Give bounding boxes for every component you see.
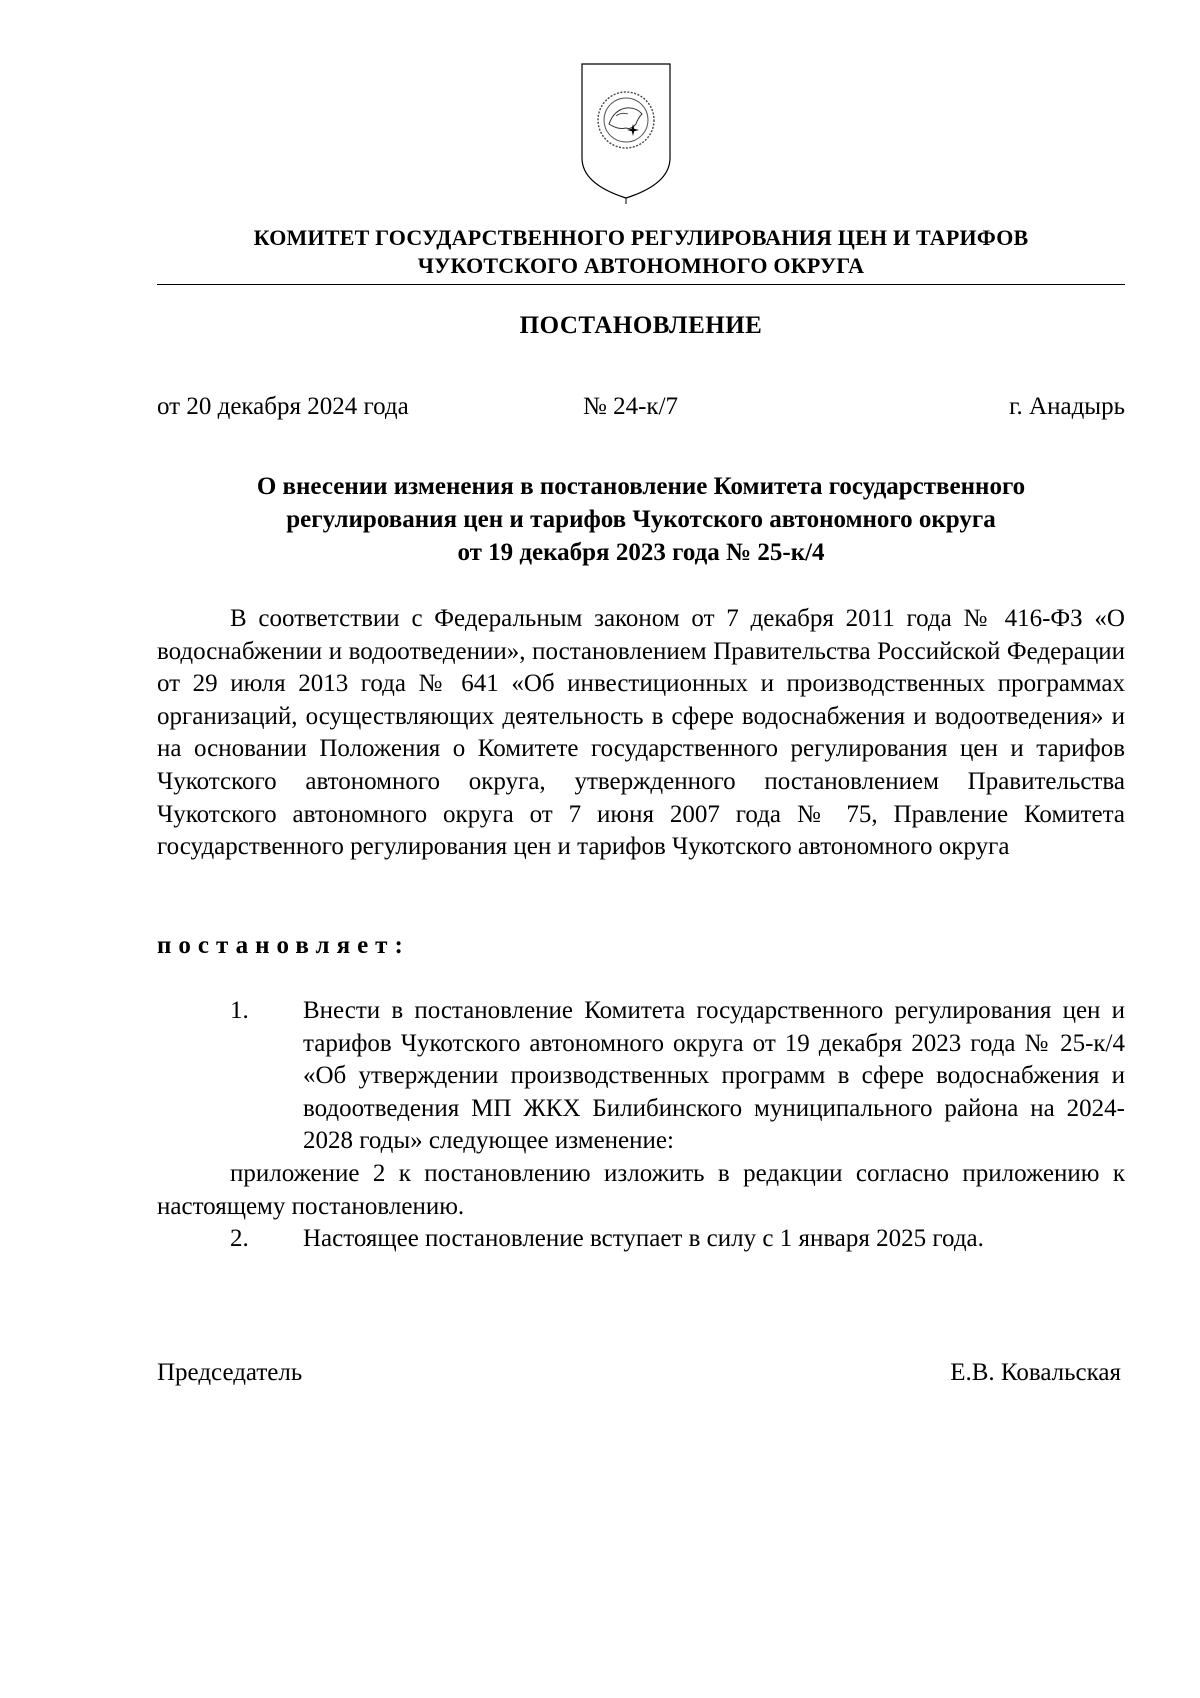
preamble-text: В соответствии с Федеральным законом от 7 декабря 2011 года № 416-ФЗ «О водоснабжении и водоотведении», постановлением Правительства Российской Федерации от 29 июля 2013 года № 641 «Об инвестиционных и производственных программах организаций, осуществляющих деятельность в сфере водоснабжения и водоотведения» и на основании Положения о Комитете государственного регулирования цен и тарифов Чукотского автономного округа, утвержденного постановлением Правительства Чукотского автономного округа от 7 июня 2007 года № 75, Правление Комитета государственного регулирования цен и тарифов Чукотского автономного округа xyxy=(157,605,1125,861)
item-sub-text: приложение 2 к постановлению изложить в редакции согласно приложению к настоящему постановлению. xyxy=(157,1159,1125,1220)
item-number: 1. xyxy=(230,997,249,1024)
item-text: Настоящее постановление вступает в силу с 1 января 2025 года. xyxy=(303,1225,984,1253)
list-item xyxy=(157,995,1125,1158)
list-item xyxy=(157,1223,1125,1256)
item-text: Внести в постановление Комитета государственного регулирования цен и тарифов Чукотского автономного округа от 19 декабря 2023 года № 25-к/4 «Об утверждении производственных программ в сфере водоснабжения и водоотведения МП ЖКХ Билибинского муниципального района на 2024-2028 годы» следующее изменение: xyxy=(303,997,1125,1155)
subject-line: О внесении изменения в постановление Комитета государственного xyxy=(256,473,1026,500)
item-number: 2. xyxy=(230,1225,249,1253)
document-subject xyxy=(157,470,1125,569)
preamble-paragraph xyxy=(157,603,1125,864)
document-number: № 24-к/7 xyxy=(583,393,679,420)
document-date: от 20 декабря 2024 года xyxy=(157,393,409,420)
resolution-items xyxy=(157,995,1125,1256)
signatory-name: Е.В. Ковальская xyxy=(950,1359,1121,1386)
resolves-heading: постановляет: xyxy=(157,932,410,959)
organization-name-line2: ЧУКОТСКОГО АВТОНОМНОГО ОКРУГА xyxy=(417,253,865,278)
header-divider xyxy=(157,284,1125,285)
document-city: г. Анадырь xyxy=(1009,393,1125,420)
organization-name-line1: КОМИТЕТ ГОСУДАРСТВЕННОГО РЕГУЛИРОВАНИЯ ЦЕН И ТАРИФОВ xyxy=(253,225,1029,250)
subject-line: регулирования цен и тарифов Чукотского автономного округа xyxy=(286,506,996,533)
signatory-position: Председатель xyxy=(157,1359,303,1386)
document-type-title: ПОСТАНОВЛЕНИЕ xyxy=(519,312,763,339)
chukotka-coat-of-arms-icon xyxy=(576,58,676,206)
subject-line: от 19 декабря 2023 года № 25-к/4 xyxy=(457,539,825,566)
